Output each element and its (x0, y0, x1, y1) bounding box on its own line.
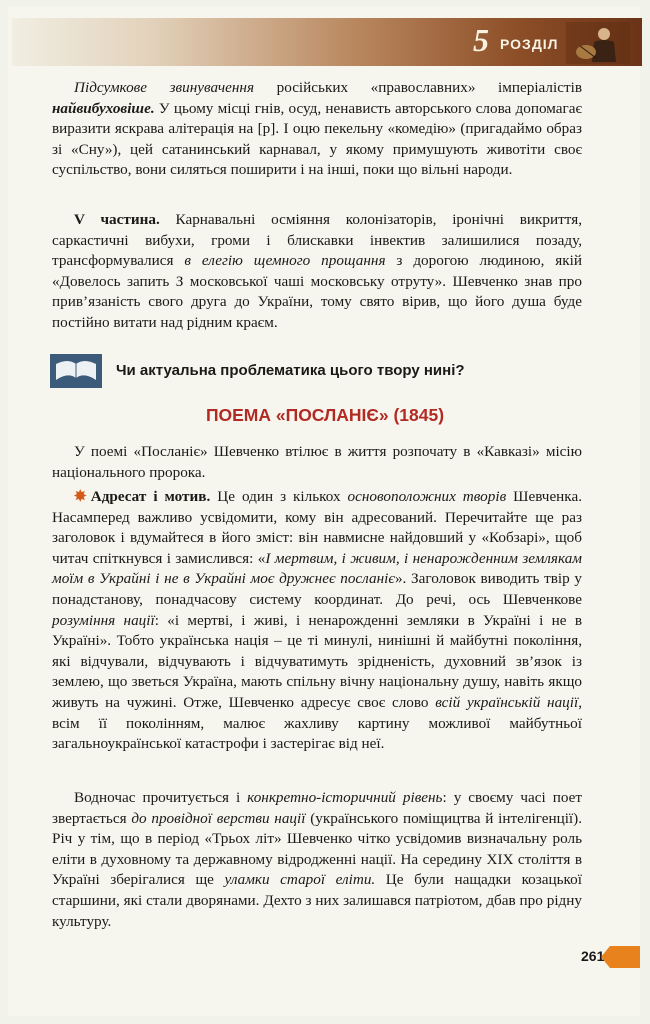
page-number: 261 (581, 948, 605, 964)
paragraph-intro (52, 442, 582, 483)
text-run: У цьому місці гнів, осуд, ненависть авторського слова допомагає виразити яскрава алітерація на [р]. І оцю пекельну «комедію» (пригадаймо образ зі «Сну»), цей сатанинський карнавал, у якому примушують животіти своє суспільство, вони силяться поширити і на інші, поки що вільні народи. (52, 99, 582, 179)
text-run: , всім її поколінням, малює жахливу картину можливої майбутньої загальноукраїнської катастрофи і застерігає від неї. (52, 693, 582, 753)
paragraph-addressee (52, 487, 582, 755)
text-run: з дорогою людиною, якій «Довелось запить З московської чаші московську отруту». Шевченко знав про прив’язаність свого друга до України, тому свято вірив, що його душа буде постійно витати над рідним краєм. (52, 252, 582, 331)
text-italic: всій українській нації (435, 693, 579, 711)
paragraph-accusation (52, 78, 582, 181)
text-italic: основоположних творів (347, 488, 507, 505)
page-number-tab (610, 946, 640, 968)
text-run: (українського поміщицтва й інтелігенції). Річ у тім, що в період «Трьох літ» Шевченко чітко усвідомив визначальну роль еліти в духовному та державному відродженні нації. На середину XIX століття в Україні зберігалися ще (52, 809, 583, 889)
text-italic: до провідної верстви нації (131, 809, 306, 827)
text-run: Карнавальні осміяння колонізаторів, іронічні викриття, саркастичні вибухи, громи і блискавки інвектив залишилися позаду, трансформувалися (52, 211, 582, 270)
text-italic: в елегію щемного прощання (184, 252, 386, 270)
section-word: РОЗДІЛ (500, 36, 559, 52)
text-run: : «і мертві, і живі, і ненарожденні земляки в Україні і не в Україні». Тобто українська нація – це ті минулі, нинішні й майбутні покоління, які відчували, відчувають і відчуватимуть зрідненість, духовний зв’язок із землею, що зветься Україна, мають спільну вічну національну душу, навіть якщо живуть на чужині. Отже, Шевченко адресує своє слово (52, 611, 582, 711)
text-run: російських «православних» імперіалістів (254, 79, 582, 96)
text-run: : у своєму часі поет звертається (52, 789, 582, 827)
text-run: Це були нащадки козацької старшини, які стали дворянами. Дехто з них залишався патріотом, дбав про рідну культуру. (52, 871, 582, 930)
addressee-label: Адресат і мотив. (90, 488, 211, 505)
text-italic: конкретно-історичний рівень (247, 789, 443, 806)
text-italic: уламки старої еліти. (224, 871, 376, 889)
text-run: Водночас прочитується і (74, 789, 248, 806)
question-block (50, 354, 570, 390)
text-italic: розуміння нації (52, 611, 155, 629)
kobzar-figure-icon (566, 22, 630, 64)
star-icon: ✸ (74, 488, 87, 505)
paragraph-part-five (52, 210, 582, 334)
text-run: ». Заголовок виводить твір у понадстанову, понадчасову систему координат. До речі, ось Шевченкове (52, 570, 582, 608)
poem-title: ПОЕМА «ПОСЛАНІЄ» (1845) (205, 405, 445, 425)
section-number: 5 (473, 22, 489, 58)
text-italic: І мертвим, і живим, і ненарожденним землякам моїм в Украйні і не в Украйні моє дружнеє посланіє (52, 549, 583, 588)
text-run: Шевченка. Насамперед важливо усвідомити, кому він адресований. Перечитайте ще раз заголовок і вдумайтеся в його зміст: він навмисне найдовший у «Кобзарі», щоб читач спіткнувся і замислився: « (52, 488, 582, 567)
part-five-label: V частина. (74, 211, 160, 228)
text-bold-italic: найвибуховіше. (52, 99, 155, 117)
text-italic: Підсумкове звинувачення (74, 79, 255, 96)
paragraph-historical-level (52, 788, 582, 932)
open-book-icon (50, 354, 102, 388)
intro-text: У поемі «Посланіє» Шевченко втілює в життя розпочату в «Кавказі» місію національного пророка. (52, 443, 582, 481)
question-text: Чи актуальна проблематика цього твору нині? (116, 362, 465, 379)
text-run: Це один з кількох (210, 488, 348, 505)
